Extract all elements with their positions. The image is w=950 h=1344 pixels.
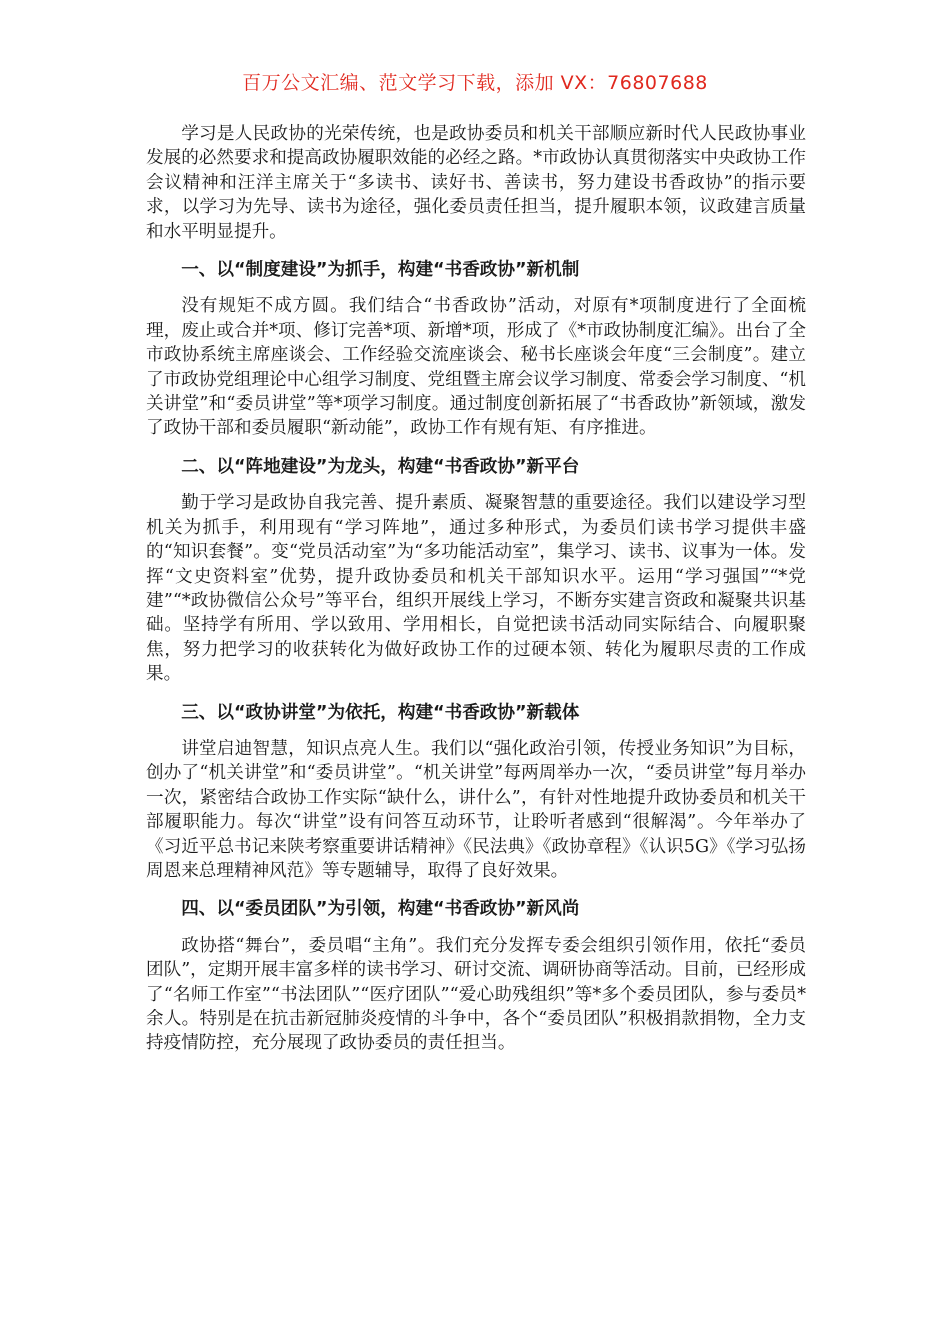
section-heading-3: 三、以“政协讲堂”为依托，构建“书香政协”新载体 <box>181 702 580 723</box>
section-heading-2: 二、以“阵地建设”为龙头，构建“书香政协”新平台 <box>181 456 580 477</box>
section-heading-4: 四、以“委员团队”为引领，构建“书香政协”新风尚 <box>181 899 580 920</box>
section-body-4: 政协搭“舞台”，委员唱“主角”。我们充分发挥专委会组织引领作用，依托“委员团队”，定期开展丰富多样的读书学习、研讨交流、调研协商等活动。目前，已经形成了“名师工作室”“书法团队”“医疗团队”“爱心助残组织”等*多个委员团队，参与委员*余人。特别是在抗击新冠肺炎疫情的斗争中，各个“委员团队”积极捐款捐物，全力支持疫情防控，充分展现了政协委员的责任担当。 <box>146 935 806 1054</box>
section-heading-1: 一、以“制度建设”为抓手，构建“书香政协”新机制 <box>181 260 580 281</box>
section-body-2: 勤于学习是政协自我完善、提升素质、凝聚智慧的重要途径。我们以建设学习型机关为抓手，利用现有“学习阵地”，通过多种形式，为委员们读书学习提供丰盛的“知识套餐”。变“党员活动室”为“多功能活动室”，集学习、读书、议事为一体。发挥“文史资料室”优势，提升政协委员和机关干部知识水平。运用“学习强国”“*党建”“*政协微信公众号”等平台，组织开展线上学习，不断夯实建言资政和凝聚共识基础。坚持学有所用、学以致用、学用相长，自觉把读书活动同实际结合、向履职聚焦，努力把学习的收获转化为做好政协工作的过硬本领、转化为履职尽责的工作成果。 <box>146 493 806 685</box>
intro-paragraph: 学习是人民政协的光荣传统，也是政协委员和机关干部顺应新时代人民政协事业发展的必然要求和提高政协履职效能的必经之路。*市政协认真贯彻落实中央政协工作会议精神和汪洋主席关于“多读书、读好书、善读书，努力建设书香政协”的指示要求，以学习为先导、读书为途径，强化委员责任担当，提升履职本领，议政建言质量和水平明显提升。 <box>146 124 806 242</box>
section-body-1: 没有规矩不成方圆。我们结合“书香政协”活动，对原有*项制度进行了全面梳理，废止或合并*项、修订完善*项、新增*项，形成了《*市政协制度汇编》。出台了全市政协系统主席座谈会、工作经验交流座谈会、秘书长座谈会年度“三会制度”。建立了市政协党组理论中心组学习制度、党组暨主席会议学习制度、常委会学习制度、“机关讲堂”和“委员讲堂”等*项学习制度。通过制度创新拓展了“书香政协”新领域，激发了政协干部和委员履职“新动能”，政协工作有规有矩、有序推进。 <box>146 296 806 439</box>
page-banner: 百万公文汇编、范文学习下载，添加 VX：76807688 <box>242 72 708 94</box>
section-body-3: 讲堂启迪智慧，知识点亮人生。我们以“强化政治引领，传授业务知识”为目标，创办了“机关讲堂”和“委员讲堂”。“机关讲堂”每两周举办一次，“委员讲堂”每月举办一次，紧密结合政协工作实际“缺什么，讲什么”，有针对性地提升政协委员和机关干部履职能力。每次“讲堂”设有问答互动环节，让聆听者感到“很解渴”。今年举办了《习近平总书记来陕考察重要讲话精神》《民法典》《政协章程》《认识5G》《学习弘扬周恩来总理精神风范》等专题辅导，取得了良好效果。 <box>146 738 806 881</box>
document-body <box>146 122 806 1056</box>
